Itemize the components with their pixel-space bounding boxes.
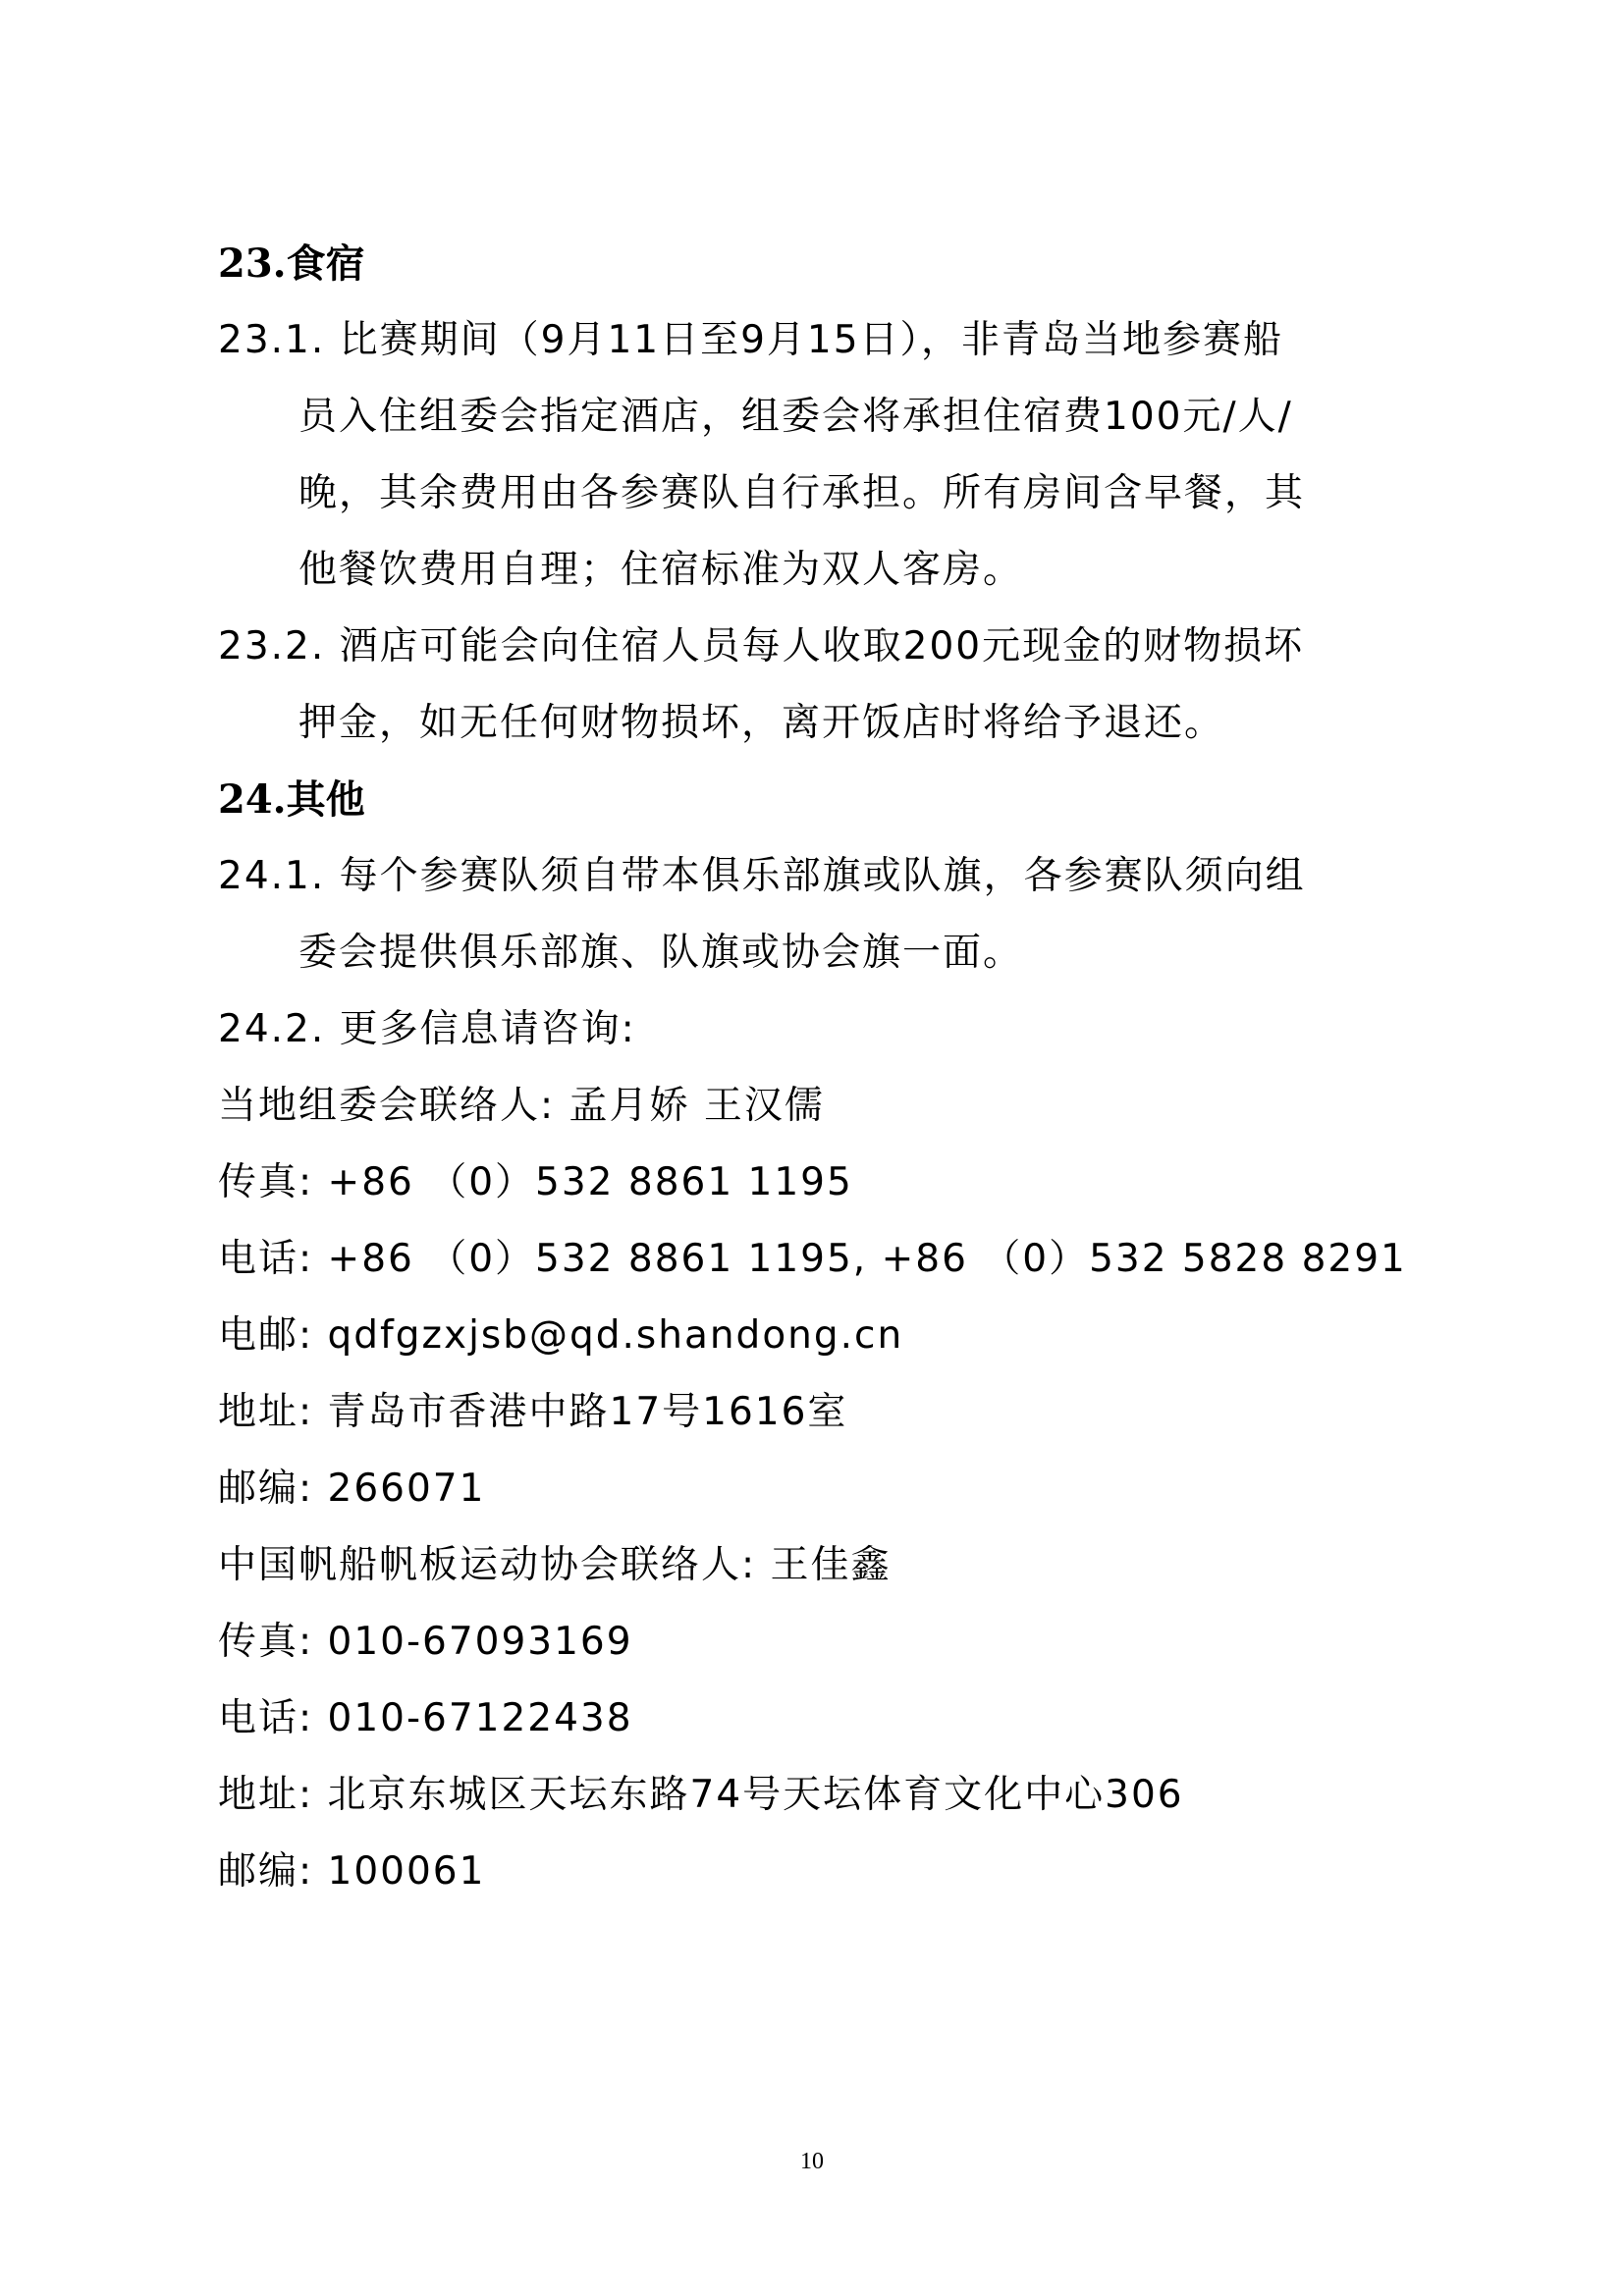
contact-local-postcode: 邮编: 266071 <box>218 1467 486 1511</box>
contact-local-phone: 电话: +86 （0）532 8861 1195, +86 （0）532 5828 8291 <box>218 1237 1407 1281</box>
contact-national-fax: 传真: 010-67093169 <box>218 1620 633 1664</box>
contact-local-fax: 传真: +86 （0）532 8861 1195 <box>218 1160 853 1204</box>
contact-national-postcode: 邮编: 100061 <box>218 1849 486 1894</box>
paragraph-24-1-line-2: 委会提供俱乐部旗、队旗或协会旗一面。 <box>298 931 1024 975</box>
contact-local-address: 地址: 青岛市香港中路17号1616室 <box>218 1390 848 1434</box>
contact-national-phone: 电话: 010-67122438 <box>218 1696 633 1740</box>
paragraph-23-2-line-1: 23.2. 酒店可能会向住宿人员每人收取200元现金的财物损坏 <box>218 624 1305 668</box>
section-heading-24: 24.其他 <box>218 776 365 823</box>
paragraph-23-1-line-2: 员入住组委会指定酒店，组委会将承担住宿费100元/人/ <box>298 395 1293 439</box>
paragraph-23-1-line-3: 晚，其余费用由各参赛队自行承担。所有房间含早餐，其 <box>298 471 1306 515</box>
paragraph-23-1-line-4: 他餐饮费用自理；住宿标准为双人客房。 <box>298 548 1024 592</box>
paragraph-23-2-line-2: 押金，如无任何财物损坏，离开饭店时将给予退还。 <box>298 701 1225 745</box>
contact-local-committee: 当地组委会联络人: 孟月娇 王汉儒 <box>218 1084 825 1128</box>
contact-local-email: 电邮: qdfgzxjsb@qd.shandong.cn <box>218 1313 904 1358</box>
paragraph-24-2-line-1: 24.2. 更多信息请咨询: <box>218 1007 636 1051</box>
paragraph-23-1-line-1: 23.1. 比赛期间（9月11日至9月15日），非青岛当地参赛船 <box>218 318 1284 362</box>
contact-national-association: 中国帆船帆板运动协会联络人: 王佳鑫 <box>218 1543 892 1587</box>
paragraph-24-1-line-1: 24.1. 每个参赛队须自带本俱乐部旗或队旗，各参赛队须向组 <box>218 854 1306 898</box>
page-number: 10 <box>800 2149 824 2174</box>
contact-national-address: 地址: 北京东城区天坛东路74号天坛体育文化中心306 <box>218 1773 1184 1817</box>
section-heading-23: 23.食宿 <box>218 240 365 287</box>
